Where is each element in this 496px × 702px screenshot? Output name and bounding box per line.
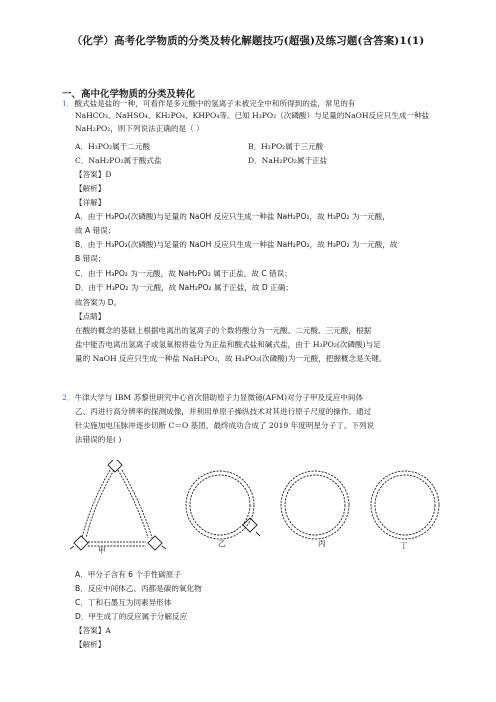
q1-tip-label: 【点睛】 bbox=[75, 312, 106, 321]
q1-detail-a-cont: 故 A 错误； bbox=[75, 226, 116, 235]
q2-number: 2． bbox=[62, 393, 75, 402]
q1-stem-line-3: NaH₂PO₂，则下列说法正确的是（ ） bbox=[75, 124, 204, 133]
q1-answer: 【答案】D bbox=[75, 170, 112, 179]
molecule-figures bbox=[70, 460, 450, 560]
q2-option-a: A．甲分子含有 6 个手性碳原子 bbox=[75, 570, 181, 579]
q1-analysis-label: 【解析】 bbox=[75, 184, 106, 193]
q2-option-d: D．甲生成丁的反应属于分解反应 bbox=[75, 612, 188, 621]
q1-detail-label: 【详解】 bbox=[75, 198, 106, 207]
q2-stem-line-4: 法错误的是( ) bbox=[75, 435, 122, 444]
q1-option-a: A．H₃PO₂属于二元酸 bbox=[75, 142, 151, 151]
q2-stem-line-1: 2．牛津大学与 IBM 苏黎世研究中心首次借助原子力显微镜(AFM)对分子甲及反应中间体 bbox=[62, 393, 364, 402]
molecule-structures-image bbox=[70, 460, 450, 560]
molecule-yi bbox=[186, 471, 260, 539]
label-jia: 甲 bbox=[98, 546, 106, 555]
q1-conclusion: 故答案为 D。 bbox=[75, 298, 122, 307]
q2-option-b: B．反应中间体乙、丙都是碳的氧化物 bbox=[75, 584, 202, 593]
molecule-ding bbox=[371, 471, 439, 539]
q2-stem-line-3: 针尖施加电压脉冲逐步切断 C＝O 基团，最终成功合成了 2019 年度明星分子丁。下列说 bbox=[75, 421, 375, 430]
q1-number: 1． bbox=[62, 99, 75, 108]
q1-tip-line-2: 盐中能否电离出氢离子或氢氧根将盐分为正盐和酸式盐和碱式盐，由于 H₃PO₂(次磷酸)与足 bbox=[75, 340, 381, 349]
q2-stem-line-2: 乙、丙进行高分辨率的探测成像，并利用单原子操纵技术对其进行原子尺度的操作。通过 bbox=[75, 407, 372, 416]
document-title: （化学）高考化学物质的分类及转化解题技巧(超强)及练习题(含答案)1(1) bbox=[71, 35, 425, 47]
q1-detail-b-cont: B 错误； bbox=[75, 254, 106, 263]
q1-detail-c: C．由于 H₃PO₂ 为一元酸，故 NaH₂PO₂ 属于正盐，故 C 错误； bbox=[75, 269, 292, 278]
molecule-jia bbox=[70, 460, 166, 550]
molecule-bing bbox=[281, 471, 349, 539]
q1-stem-line-2: NaHCO₃、NaHSO₄、KH₂PO₄、KHPO₄等。已知 H₃PO₂（次磷酸）与足量的NaOH反应只生成一种盐 bbox=[75, 111, 430, 120]
q1-option-b: B．H₃PO₂属于三元酸 bbox=[248, 142, 324, 151]
q1-stem-line-1: 1．酸式盐是盐的一种，可看作是多元酸中的氢离子未被完全中和所得到的盐，常见的有 bbox=[62, 99, 356, 108]
q1-option-c: C．NaH₂PO₂属于酸式盐 bbox=[75, 156, 162, 165]
q2-option-c: C．丁和石墨互为同素异形体 bbox=[75, 598, 172, 607]
label-bing: 丙 bbox=[318, 539, 326, 548]
q1-option-d: D．NaH₂PO₂属于正盐 bbox=[248, 156, 328, 165]
q1-detail-a: A．由于 H₃PO₂(次磷酸)与足量的 NaOH 反应只生成一种盐 NaH₂PO₂，故 H₃PO₂ 为一元酸， bbox=[75, 212, 390, 221]
label-yi: 乙 bbox=[218, 539, 226, 548]
section-heading: 一、高中化学物质的分类及转化 bbox=[62, 89, 196, 100]
q1-tip-line-3: 量的 NaOH 反应只生成一种盐 NaH₂PO₂，故 H₃PO₂(次磷酸)为一元酸，把握概念是关键。 bbox=[75, 354, 387, 363]
q1-detail-d: D．由于 H₃PO₂ 为一元酸，故 NaH₂PO₂ 属于正盐，故 D 正确； bbox=[75, 283, 293, 292]
q1-detail-b: B．由于 H₃PO₂(次磷酸)与足量的 NaOH 反应只生成一种盐 NaH₂PO₂，故 H₃PO₂ 为一元酸，故 bbox=[75, 240, 398, 249]
q2-analysis-label: 【解析】 bbox=[75, 640, 106, 649]
q2-answer: 【答案】A bbox=[75, 626, 111, 635]
label-ding: 丁 bbox=[400, 541, 408, 550]
q1-tip-line-1: 在酸的概念的基础上根据电离出的氢离子的个数将酸分为一元酸、二元酸、三元酸，根据 bbox=[75, 326, 372, 335]
